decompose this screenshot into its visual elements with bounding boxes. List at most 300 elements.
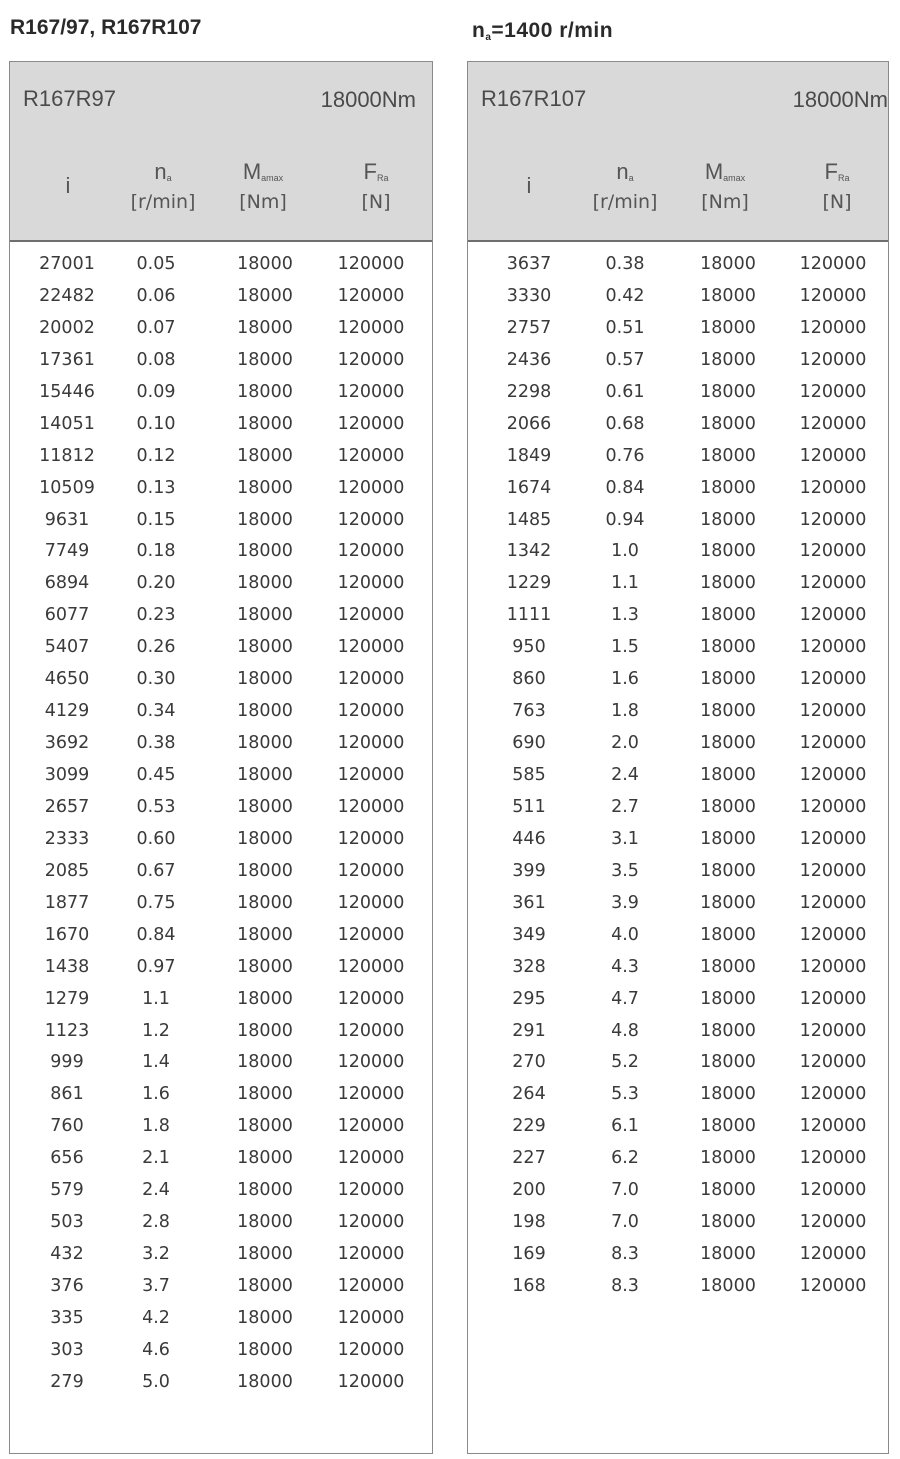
cell-radial-force: 120000: [799, 796, 867, 817]
cell-max-torque: 18000: [700, 892, 756, 913]
cell-max-torque: 18000: [237, 796, 293, 817]
column-symbol: [527, 174, 532, 198]
cell-radial-force: 120000: [799, 285, 867, 306]
table-row: [10, 350, 432, 382]
cell-radial-force: 120000: [799, 1276, 867, 1296]
cell-output-speed: 2.4: [142, 1180, 170, 1201]
cell-radial-force: 120000: [337, 1148, 405, 1169]
cell-max-torque: 18000: [237, 1371, 293, 1392]
cell-ratio: 1485: [506, 509, 552, 530]
cell-ratio: 270: [512, 1052, 546, 1073]
cell-output-speed: 0.61: [605, 381, 645, 402]
cell-output-speed: 0.10: [136, 413, 176, 434]
cell-max-torque: 18000: [700, 1084, 756, 1105]
cell-max-torque: 18000: [700, 765, 756, 785]
cell-radial-force: 120000: [337, 1020, 405, 1041]
cell-ratio: 999: [50, 1052, 84, 1073]
cell-ratio: 17361: [39, 349, 95, 370]
cell-ratio: 328: [512, 956, 546, 977]
table-row: [468, 446, 888, 478]
table-row: [468, 989, 888, 1021]
cell-ratio: 22482: [39, 285, 95, 306]
cell-output-speed: 0.20: [136, 573, 176, 594]
column-symbol: [66, 174, 71, 198]
table-row: [468, 1244, 888, 1276]
cell-radial-force: 120000: [337, 1084, 405, 1105]
table-panel-r167r107: [467, 61, 889, 1454]
table-row: [468, 925, 888, 957]
cell-max-torque: 18000: [237, 1276, 293, 1296]
cell-ratio: 1111: [506, 605, 552, 626]
cell-radial-force: 120000: [337, 860, 405, 881]
cell-radial-force: 120000: [337, 254, 405, 274]
cell-output-speed: 0.38: [605, 254, 645, 274]
cell-ratio: 3330: [506, 285, 552, 306]
cell-output-speed: 3.7: [142, 1276, 170, 1296]
cell-output-speed: 1.0: [611, 541, 639, 562]
cell-radial-force: 120000: [337, 892, 405, 913]
cell-max-torque: 18000: [237, 413, 293, 434]
cell-output-speed: 0.08: [136, 349, 176, 370]
cell-output-speed: 0.42: [605, 285, 645, 306]
cell-ratio: 14051: [39, 413, 95, 434]
cell-ratio: 20002: [39, 317, 95, 338]
cell-max-torque: 18000: [237, 669, 293, 690]
cell-radial-force: 120000: [337, 1116, 405, 1137]
table-row: [10, 510, 432, 542]
cell-ratio: 4129: [44, 701, 90, 722]
cell-output-speed: 7.0: [611, 1180, 639, 1201]
cell-max-torque: 18000: [237, 765, 293, 785]
cell-radial-force: 120000: [799, 573, 867, 594]
table-row: [468, 1021, 888, 1053]
table-row: [10, 1052, 432, 1084]
table-row: [10, 1340, 432, 1372]
cell-radial-force: 120000: [799, 413, 867, 434]
cell-radial-force: 120000: [799, 349, 867, 370]
cell-ratio: 9631: [44, 509, 90, 530]
cell-output-speed: 3.2: [142, 1244, 170, 1265]
table-row: [10, 1084, 432, 1116]
cell-output-speed: 0.23: [136, 605, 176, 626]
cell-radial-force: 120000: [337, 605, 405, 626]
cell-output-speed: 0.15: [136, 509, 176, 530]
cell-radial-force: 120000: [799, 1020, 867, 1041]
table-row: [10, 446, 432, 478]
cell-max-torque: 18000: [237, 892, 293, 913]
cell-radial-force: 120000: [799, 892, 867, 913]
cell-max-torque: 18000: [237, 1212, 293, 1233]
cell-max-torque: 18000: [237, 988, 293, 1009]
cell-radial-force: 120000: [337, 669, 405, 690]
cell-radial-force: 120000: [799, 1084, 867, 1105]
column-unit: [Nm]: [239, 191, 287, 213]
cell-ratio: 2085: [44, 860, 90, 881]
cell-radial-force: 120000: [337, 1212, 405, 1233]
cell-max-torque: 18000: [237, 381, 293, 402]
cell-output-speed: 1.3: [611, 605, 639, 626]
cell-output-speed: 0.38: [136, 733, 176, 754]
cell-output-speed: 0.60: [136, 828, 176, 849]
cell-ratio: 279: [50, 1371, 84, 1392]
torque-rating: 18000Nm: [320, 87, 416, 112]
cell-max-torque: 18000: [237, 1148, 293, 1169]
column-symbol-text: F: [363, 159, 377, 184]
cell-radial-force: 120000: [799, 1148, 867, 1169]
cell-max-torque: 18000: [700, 1212, 756, 1233]
cell-radial-force: 120000: [799, 828, 867, 849]
cell-ratio: 11812: [39, 445, 95, 466]
cell-ratio: 10509: [39, 477, 95, 498]
cell-ratio: 229: [512, 1116, 546, 1137]
cell-ratio: 4650: [44, 669, 90, 690]
cell-ratio: 1877: [44, 892, 90, 913]
cell-ratio: 3637: [506, 254, 552, 274]
table-row: [468, 957, 888, 989]
table-row: [10, 573, 432, 605]
cell-output-speed: 0.09: [136, 381, 176, 402]
cell-radial-force: 120000: [337, 637, 405, 658]
cell-ratio: 656: [50, 1148, 84, 1169]
cell-max-torque: 18000: [237, 349, 293, 370]
cell-output-speed: 0.13: [136, 477, 176, 498]
cell-ratio: 2657: [44, 796, 90, 817]
cell-max-torque: 18000: [700, 988, 756, 1009]
cell-ratio: 760: [50, 1116, 84, 1137]
cell-output-speed: 7.0: [611, 1212, 639, 1233]
cell-max-torque: 18000: [237, 605, 293, 626]
cell-ratio: 1123: [44, 1020, 90, 1041]
table-row: [468, 669, 888, 701]
cell-radial-force: 120000: [799, 254, 867, 274]
column-header-output-speed: [593, 160, 658, 214]
cell-output-speed: 2.1: [142, 1148, 170, 1169]
cell-output-speed: 1.1: [142, 988, 170, 1009]
cell-ratio: 1438: [44, 956, 90, 977]
cell-ratio: 295: [512, 988, 546, 1009]
cell-output-speed: 0.06: [136, 285, 176, 306]
cell-output-speed: 0.76: [605, 445, 645, 466]
cell-max-torque: 18000: [700, 445, 756, 466]
cell-output-speed: 5.3: [611, 1084, 639, 1105]
table-row: [468, 637, 888, 669]
cell-max-torque: 18000: [237, 1020, 293, 1041]
cell-max-torque: 18000: [700, 701, 756, 722]
cell-output-speed: 4.0: [611, 924, 639, 945]
cell-output-speed: 1.8: [142, 1116, 170, 1137]
column-subscript: a: [166, 173, 172, 183]
cell-max-torque: 18000: [237, 445, 293, 466]
table-row: [468, 573, 888, 605]
column-unit: [N]: [361, 191, 391, 213]
cell-radial-force: 120000: [799, 701, 867, 722]
cell-radial-force: 120000: [799, 445, 867, 466]
cell-max-torque: 18000: [237, 1307, 293, 1328]
table-body: [10, 254, 432, 1404]
column-header-radial-force: [361, 160, 390, 214]
cell-output-speed: 4.8: [611, 1020, 639, 1041]
table-row: [10, 541, 432, 573]
cell-max-torque: 18000: [700, 637, 756, 658]
column-unit: [N]: [822, 191, 852, 213]
cell-output-speed: 5.0: [142, 1371, 170, 1392]
cell-radial-force: 120000: [799, 605, 867, 626]
column-header-output-speed: [131, 160, 196, 214]
cell-ratio: 349: [512, 924, 546, 945]
cell-ratio: 2757: [506, 317, 552, 338]
cell-ratio: 432: [50, 1244, 84, 1265]
cell-max-torque: 18000: [700, 541, 756, 562]
table-row: [468, 733, 888, 765]
cell-radial-force: 120000: [337, 701, 405, 722]
table-row: [468, 286, 888, 318]
cell-max-torque: 18000: [700, 1244, 756, 1265]
table-row: [468, 605, 888, 637]
cell-radial-force: 120000: [799, 1116, 867, 1137]
table-body: [468, 254, 888, 1308]
cell-radial-force: 120000: [337, 317, 405, 338]
table-row: [468, 318, 888, 350]
cell-radial-force: 120000: [799, 1212, 867, 1233]
column-symbol-text: M: [704, 159, 724, 184]
model-name: R167R97: [23, 86, 116, 111]
cell-radial-force: 120000: [337, 509, 405, 530]
column-symbol: [701, 160, 749, 190]
cell-radial-force: 120000: [337, 733, 405, 754]
table-row: [468, 478, 888, 510]
cell-radial-force: 120000: [337, 924, 405, 945]
table-row: [468, 765, 888, 797]
column-unit: [Nm]: [701, 191, 749, 213]
table-row: [468, 414, 888, 446]
cell-max-torque: 18000: [237, 828, 293, 849]
cell-ratio: 511: [512, 796, 546, 817]
cell-max-torque: 18000: [700, 349, 756, 370]
cell-radial-force: 120000: [799, 1052, 867, 1073]
cell-ratio: 690: [512, 733, 546, 754]
cell-output-speed: 0.51: [605, 317, 645, 338]
cell-radial-force: 120000: [337, 413, 405, 434]
table-row: [10, 1148, 432, 1180]
cell-ratio: 303: [50, 1339, 84, 1360]
cell-max-torque: 18000: [237, 285, 293, 306]
table-row: [10, 1180, 432, 1212]
cell-radial-force: 120000: [799, 509, 867, 530]
cell-output-speed: 8.3: [611, 1276, 639, 1296]
table-row: [10, 637, 432, 669]
table-row: [468, 1276, 888, 1308]
cell-radial-force: 120000: [799, 541, 867, 562]
cell-ratio: 579: [50, 1180, 84, 1201]
cell-max-torque: 18000: [237, 317, 293, 338]
cell-output-speed: 0.57: [605, 349, 645, 370]
table-row: [10, 318, 432, 350]
cell-radial-force: 120000: [337, 349, 405, 370]
column-unit: [r/min]: [130, 191, 196, 213]
cell-radial-force: 120000: [337, 445, 405, 466]
table-header: [468, 62, 888, 242]
column-header-ratio: [66, 174, 71, 198]
column-headers: [10, 160, 432, 220]
speed-value: =1400 r/min: [491, 19, 614, 42]
cell-ratio: 860: [512, 669, 546, 690]
cell-output-speed: 6.2: [611, 1148, 639, 1169]
table-row: [10, 1021, 432, 1053]
cell-radial-force: 120000: [799, 924, 867, 945]
cell-output-speed: 0.97: [136, 956, 176, 977]
cell-output-speed: 1.4: [142, 1052, 170, 1073]
table-row: [10, 797, 432, 829]
cell-radial-force: 120000: [799, 860, 867, 881]
cell-max-torque: 18000: [237, 1084, 293, 1105]
cell-ratio: 335: [50, 1307, 84, 1328]
column-symbol: [361, 160, 390, 190]
cell-ratio: 861: [50, 1084, 84, 1105]
cell-ratio: 1229: [506, 573, 552, 594]
cell-ratio: 1279: [44, 988, 90, 1009]
cell-ratio: 6894: [44, 573, 90, 594]
cell-output-speed: 2.8: [142, 1212, 170, 1233]
table-row: [10, 925, 432, 957]
cell-radial-force: 120000: [337, 796, 405, 817]
model-name: R167R107: [481, 86, 587, 111]
column-subscript: Ra: [837, 173, 850, 183]
cell-ratio: 3692: [44, 733, 90, 754]
cell-max-torque: 18000: [700, 1020, 756, 1041]
cell-max-torque: 18000: [700, 796, 756, 817]
cell-max-torque: 18000: [700, 828, 756, 849]
cell-radial-force: 120000: [799, 1180, 867, 1201]
cell-radial-force: 120000: [799, 733, 867, 754]
cell-max-torque: 18000: [700, 509, 756, 530]
cell-output-speed: 0.05: [136, 254, 176, 274]
cell-output-speed: 2.0: [611, 733, 639, 754]
cell-max-torque: 18000: [700, 1148, 756, 1169]
cell-ratio: 763: [512, 701, 546, 722]
cell-max-torque: 18000: [700, 733, 756, 754]
cell-ratio: 950: [512, 637, 546, 658]
cell-max-torque: 18000: [700, 254, 756, 274]
cell-radial-force: 120000: [799, 988, 867, 1009]
table-row: [468, 350, 888, 382]
table-header: [10, 62, 432, 242]
column-symbol-text: i: [65, 173, 71, 198]
table-row: [10, 861, 432, 893]
cell-max-torque: 18000: [237, 637, 293, 658]
cell-max-torque: 18000: [237, 1180, 293, 1201]
table-row: [10, 701, 432, 733]
cell-ratio: 200: [512, 1180, 546, 1201]
speed-symbol: n: [472, 19, 486, 42]
document-title: R167/97, R167R107: [10, 16, 202, 39]
table-row: [468, 829, 888, 861]
table-row: [10, 605, 432, 637]
table-row: [10, 414, 432, 446]
cell-max-torque: 18000: [700, 924, 756, 945]
cell-max-torque: 18000: [700, 477, 756, 498]
cell-ratio: 7749: [44, 541, 90, 562]
table-row: [10, 382, 432, 414]
cell-output-speed: 0.12: [136, 445, 176, 466]
table-row: [10, 669, 432, 701]
cell-max-torque: 18000: [700, 381, 756, 402]
table-row: [10, 957, 432, 989]
cell-output-speed: 0.26: [136, 637, 176, 658]
cell-output-speed: 6.1: [611, 1116, 639, 1137]
cell-output-speed: 1.1: [611, 573, 639, 594]
cell-radial-force: 120000: [799, 477, 867, 498]
cell-max-torque: 18000: [700, 573, 756, 594]
cell-output-speed: 5.2: [611, 1052, 639, 1073]
cell-ratio: 6077: [44, 605, 90, 626]
column-header-radial-force: [822, 160, 851, 214]
table-row: [10, 478, 432, 510]
cell-radial-force: 120000: [337, 1244, 405, 1265]
cell-output-speed: 0.30: [136, 669, 176, 690]
table-row: [468, 893, 888, 925]
column-symbol: [822, 160, 851, 190]
column-header-ratio: [527, 174, 532, 198]
cell-output-speed: 1.6: [142, 1084, 170, 1105]
table-row: [468, 1052, 888, 1084]
cell-ratio: 585: [512, 765, 546, 785]
table-row: [10, 733, 432, 765]
column-header-max-torque: [701, 160, 749, 214]
table-panel-r167r97: [9, 61, 433, 1454]
cell-ratio: 198: [512, 1212, 546, 1233]
column-symbol-text: F: [824, 159, 838, 184]
cell-ratio: 446: [512, 828, 546, 849]
cell-max-torque: 18000: [700, 317, 756, 338]
cell-output-speed: 4.3: [611, 956, 639, 977]
cell-ratio: 1342: [506, 541, 552, 562]
cell-max-torque: 18000: [700, 605, 756, 626]
cell-output-speed: 0.18: [136, 541, 176, 562]
table-row: [10, 1276, 432, 1308]
cell-output-speed: 2.7: [611, 796, 639, 817]
cell-max-torque: 18000: [237, 860, 293, 881]
cell-ratio: 1849: [506, 445, 552, 466]
table-row: [468, 382, 888, 414]
cell-max-torque: 18000: [700, 860, 756, 881]
cell-radial-force: 120000: [799, 317, 867, 338]
cell-radial-force: 120000: [337, 828, 405, 849]
cell-max-torque: 18000: [700, 669, 756, 690]
table-row: [468, 510, 888, 542]
column-headers: [468, 160, 888, 220]
table-row: [468, 701, 888, 733]
cell-output-speed: 0.94: [605, 509, 645, 530]
cell-output-speed: 1.2: [142, 1020, 170, 1041]
table-row: [10, 1212, 432, 1244]
cell-radial-force: 120000: [337, 477, 405, 498]
cell-radial-force: 120000: [337, 1371, 405, 1392]
cell-radial-force: 120000: [337, 381, 405, 402]
cell-output-speed: 2.4: [611, 765, 639, 785]
cell-radial-force: 120000: [337, 1339, 405, 1360]
column-symbol-text: n: [616, 159, 629, 184]
cell-radial-force: 120000: [799, 765, 867, 785]
table-row: [468, 1116, 888, 1148]
cell-output-speed: 0.53: [136, 796, 176, 817]
cell-output-speed: 3.5: [611, 860, 639, 881]
cell-max-torque: 18000: [700, 285, 756, 306]
cell-max-torque: 18000: [237, 956, 293, 977]
column-header-max-torque: [239, 160, 287, 214]
table-row: [10, 989, 432, 1021]
cell-output-speed: 3.1: [611, 828, 639, 849]
column-subscript: amax: [723, 173, 746, 183]
